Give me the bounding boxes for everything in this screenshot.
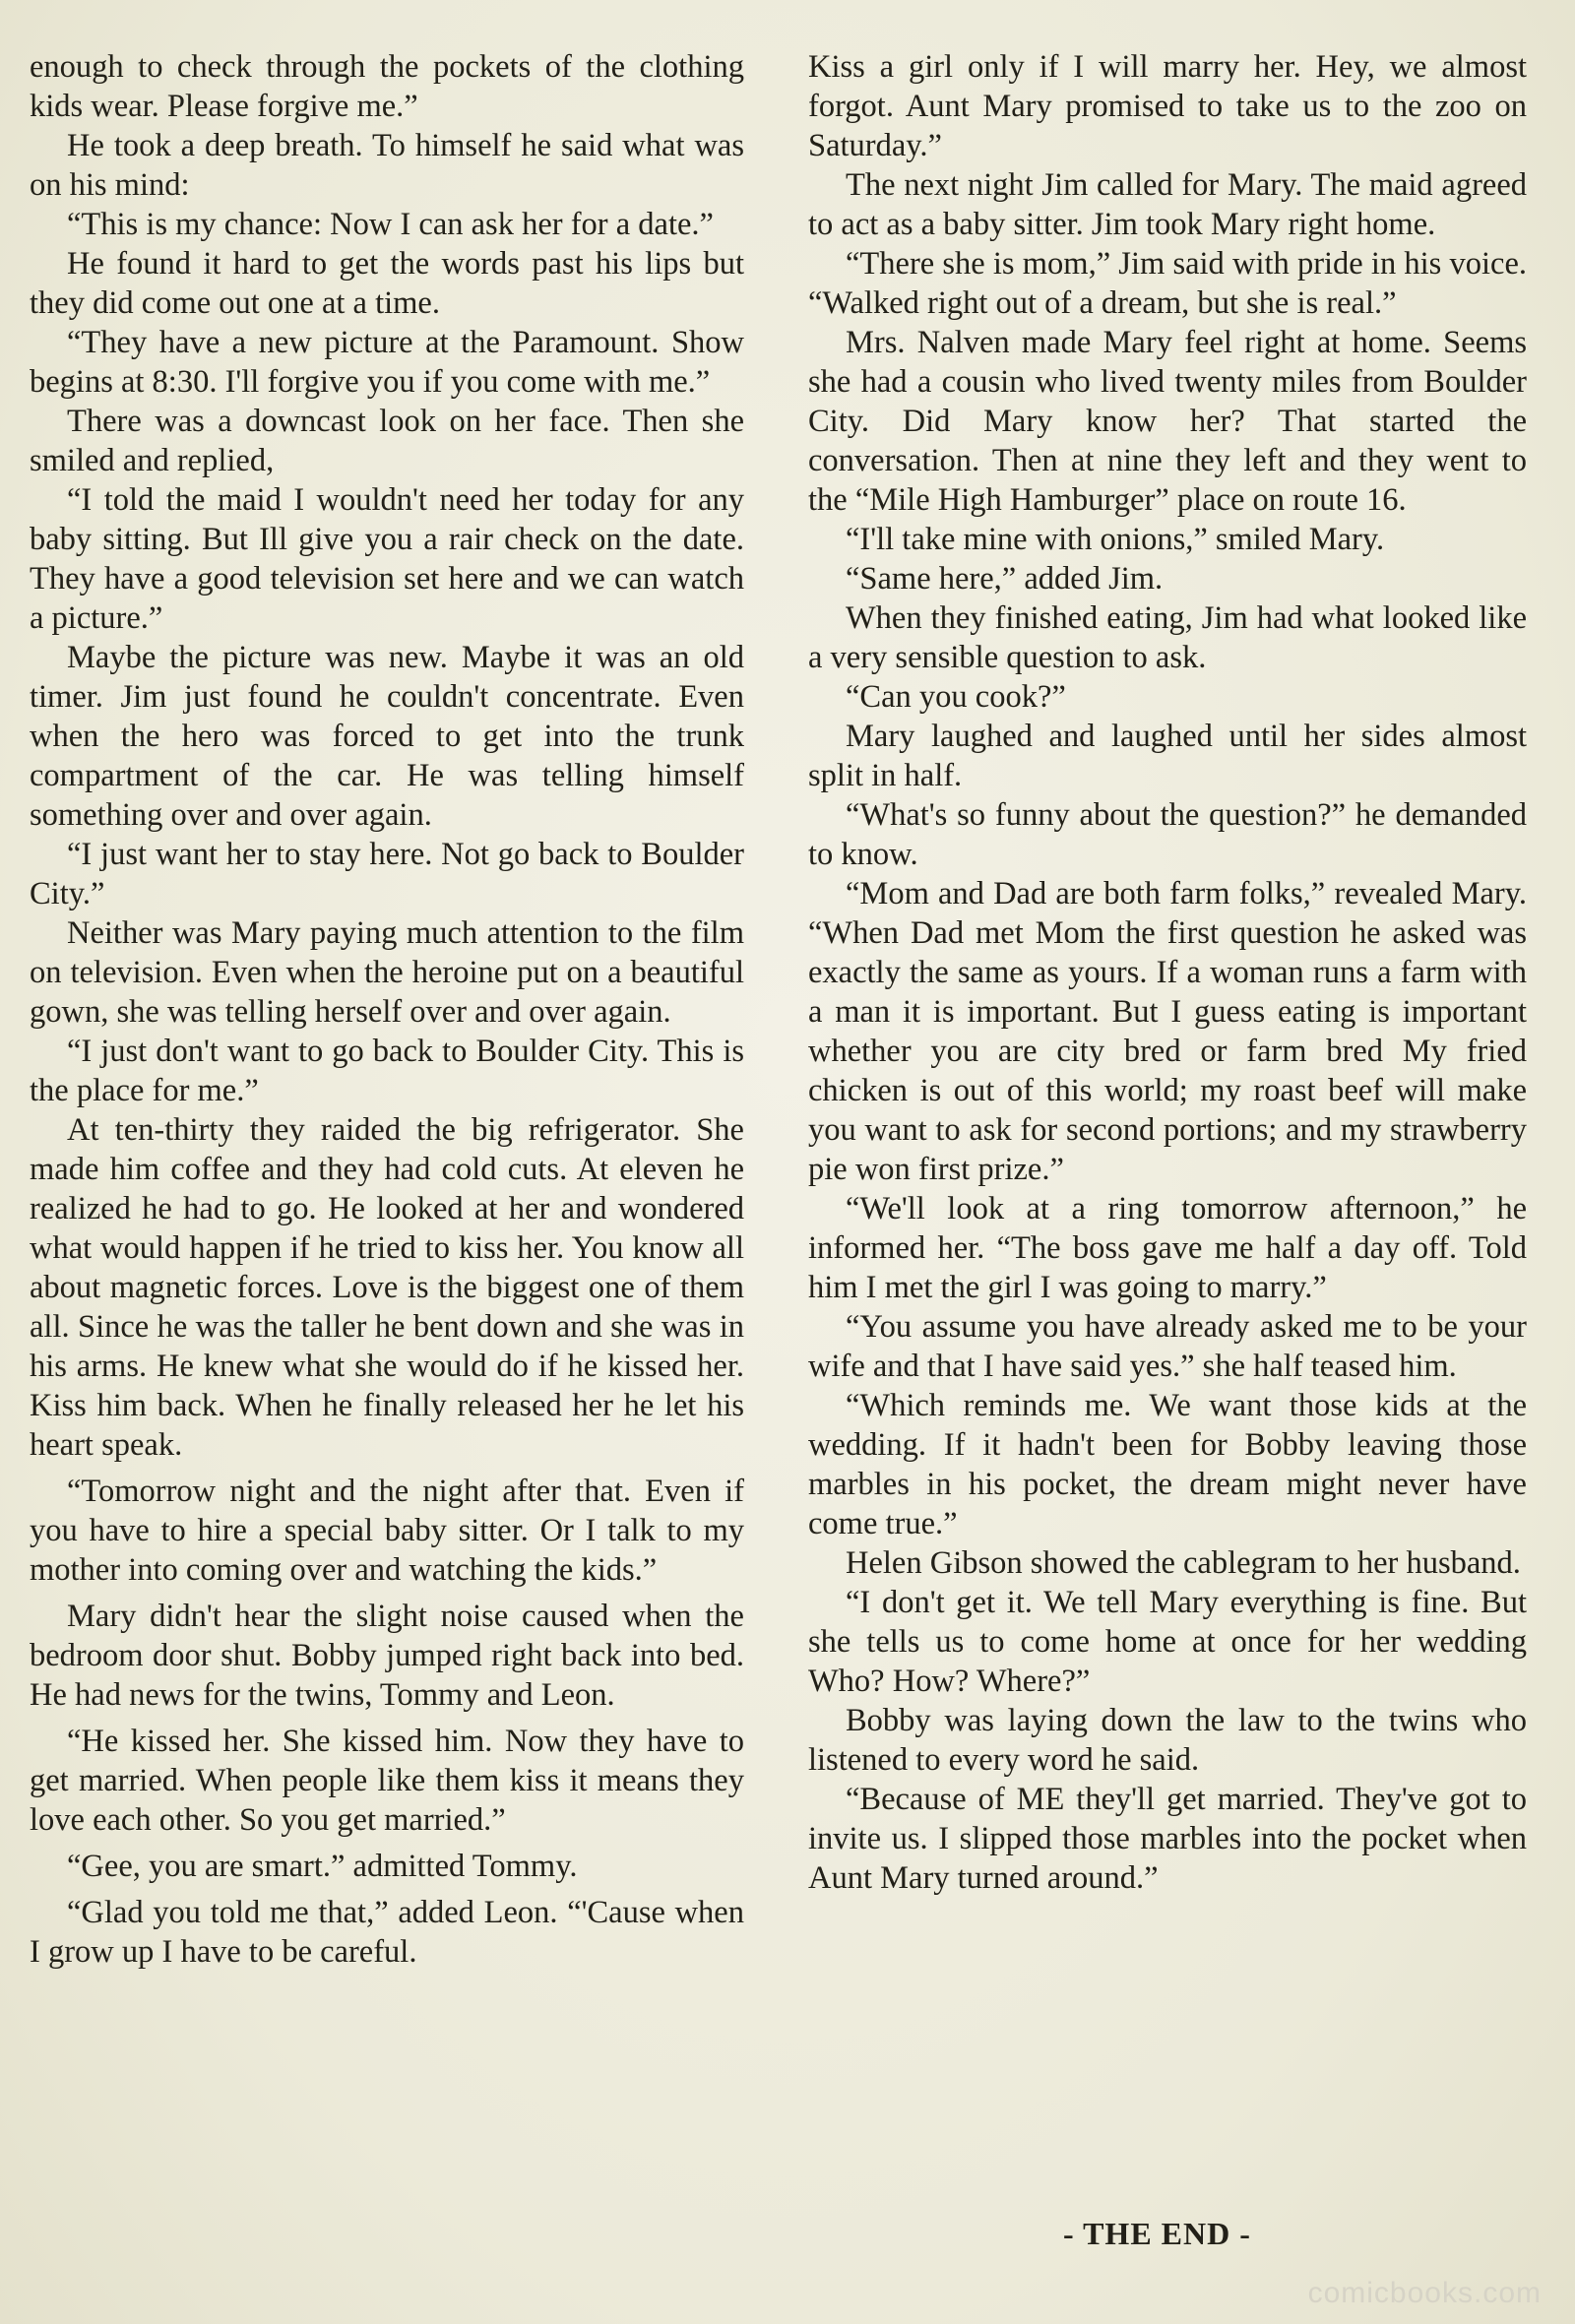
paragraph: At ten-thirty they raided the big refrigerator. She made him coffee and they had cold cuts. At eleven he realized he had to go. He looked at her and wondered what would happen if he tried to kiss her. You know all about magnetic forces. Love is the biggest one of them all. Since he was the taller he bent down and she was in his arms. He knew what she would do if he kissed her. Kiss him back. When he finally released her he let his heart speak.: [30, 1112, 744, 1463]
paragraph: “You assume you have already asked me to be your wife and that I have said yes.” she half teased him.: [808, 1309, 1527, 1384]
paragraph: “I'll take mine with onions,” smiled Mary.: [846, 522, 1385, 557]
paragraph: Helen Gibson showed the cablegram to her husband.: [846, 1545, 1521, 1581]
paragraph: Mrs. Nalven made Mary feel right at home. Seems she had a cousin who lived twenty miles from Boulder City. Did Mary know her? That started the conversation. Then at nine they left and they went to the “Mile High Hamburger” place on route 16.: [808, 325, 1527, 518]
the-end-mark: - THE END -: [1063, 2216, 1251, 2251]
paragraph: “I just don't want to go back to Boulder City. This is the place for me.”: [30, 1034, 744, 1108]
paragraph: “We'll look at a ring tomorrow afternoon,” he informed her. “The boss gave me half a day off. Told him I met the girl I was going to marry.”: [808, 1191, 1527, 1305]
left-text-column: [30, 47, 744, 1972]
paragraph: “Same here,” added Jim.: [846, 561, 1164, 597]
paragraph: He took a deep breath. To himself he said what was on his mind:: [30, 128, 744, 203]
paragraph: “Which reminds me. We want those kids at the wedding. If it hadn't been for Bobby leaving those marbles in his pocket, the dream might never have come true.”: [808, 1388, 1527, 1541]
paragraph: “They have a new picture at the Paramount. Show begins at 8:30. I'll forgive you if you come with me.”: [30, 325, 744, 400]
site-watermark: comicbooks.com: [1307, 2277, 1542, 2309]
paragraph: “Tomorrow night and the night after that. Even if you have to hire a special baby sitter. Or I talk to my mother into coming over and watching the kids.”: [30, 1474, 744, 1588]
paragraph: Kiss a girl only if I will marry her. Hey, we almost forgot. Aunt Mary promised to take us to the zoo on Saturday.”: [808, 49, 1527, 163]
paragraph: When they finished eating, Jim had what looked like a very sensible question to ask.: [808, 600, 1527, 675]
paragraph: “I just want her to stay here. Not go back to Boulder City.”: [30, 837, 744, 911]
paragraph: “Gee, you are smart.” admitted Tommy.: [67, 1849, 578, 1884]
paragraph: Mary laughed and laughed until her sides almost split in half.: [808, 719, 1527, 793]
paragraph: “There she is mom,” Jim said with pride in his voice. “Walked right out of a dream, but she is real.”: [808, 246, 1527, 321]
paragraph: “Mom and Dad are both farm folks,” revealed Mary. “When Dad met Mom the first question he asked was exactly the same as yours. If a woman runs a farm with a man it is important. But I guess eating is important whether you are city bred or farm bred My fried chicken is out of this world; my roast beef will make you want to ask for second portions; and my strawberry pie won first prize.”: [808, 876, 1527, 1187]
paragraph: Mary didn't hear the slight noise caused when the bedroom door shut. Bobby jumped right back into bed. He had news for the twins, Tommy and Leon.: [30, 1599, 744, 1713]
paragraph: The next night Jim called for Mary. The maid agreed to act as a baby sitter. Jim took Mary right home.: [808, 167, 1527, 242]
paragraph: There was a downcast look on her face. Then she smiled and replied,: [30, 404, 744, 478]
paragraph: “Glad you told me that,” added Leon. “'Cause when I grow up I have to be careful.: [30, 1895, 744, 1970]
paragraph: Bobby was laying down the law to the twins who listened to every word he said.: [808, 1703, 1527, 1778]
paragraph: Maybe the picture was new. Maybe it was an old timer. Jim just found he couldn't concentrate. Even when the hero was forced to get into the trunk compartment of the car. He was telling himself something over and over again.: [30, 640, 744, 833]
paragraph: “I don't get it. We tell Mary everything is fine. But she tells us to come home at once for her wedding Who? How? Where?”: [808, 1585, 1527, 1699]
paragraph: enough to check through the pockets of the clothing kids wear. Please forgive me.”: [30, 49, 744, 124]
paragraph: “What's so funny about the question?” he demanded to know.: [808, 797, 1527, 872]
paragraph: “Can you cook?”: [846, 679, 1066, 715]
paragraph: “I told the maid I wouldn't need her today for any baby sitting. But Ill give you a rair check on the date. They have a good television set here and we can watch a picture.”: [30, 482, 744, 636]
paragraph: “He kissed her. She kissed him. Now they have to get married. When people like them kiss it means they love each other. So you get married.”: [30, 1724, 744, 1838]
paragraph: “Because of ME they'll get married. They've got to invite us. I slipped those marbles into the pocket when Aunt Mary turned around.”: [808, 1782, 1527, 1896]
paragraph: “This is my chance: Now I can ask her for a date.”: [67, 207, 714, 242]
right-text-column: [808, 47, 1527, 1898]
paragraph: Neither was Mary paying much attention to the film on television. Even when the heroine put on a beautiful gown, she was telling herself over and over again.: [30, 915, 744, 1030]
paragraph: He found it hard to get the words past his lips but they did come out one at a time.: [30, 246, 744, 321]
